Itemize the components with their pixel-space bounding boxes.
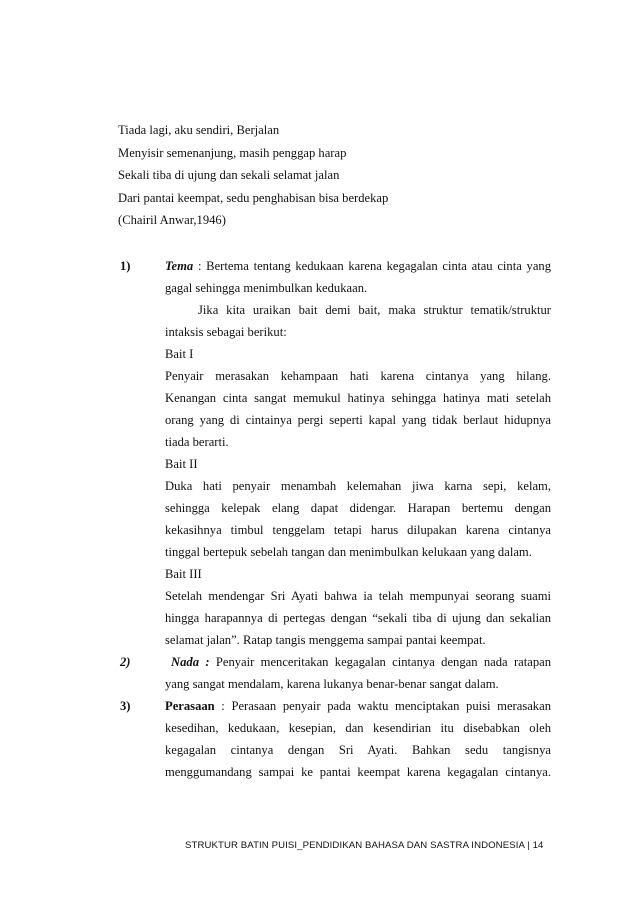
- item-line: tinggal bertepuk sebelah tangan dan menimbulkan kelukaan yang dalam.: [165, 545, 532, 559]
- item-term: Perasaan: [165, 699, 215, 713]
- item-line: kesedihan, kedukaan, kesepian, dan kesendirian itu disebabkan oleh: [165, 721, 551, 735]
- item-line: Bait II: [165, 457, 198, 471]
- item-line: gagal sehingga menimbulkan kedukaan.: [165, 281, 368, 295]
- item-text: : Perasaan penyair pada waktu menciptakan puisi merasakan: [214, 699, 551, 713]
- item-line: orang yang di cintainya pergi seperti kapal yang tidak berlaut hidupnya: [165, 413, 551, 427]
- item-line: kekasihnya timbul tenggelam tetapi harus dilupakan karena cintanya: [165, 523, 551, 537]
- item-line: Penyair merasakan kehampaan hati karena cintanya yang hilang.: [165, 369, 551, 383]
- item-number: 2): [120, 655, 131, 669]
- item-first-line: [171, 654, 551, 670]
- item-number: 1): [120, 259, 131, 273]
- item-first-line: [165, 258, 551, 274]
- item-text: Penyair menceritakan kegagalan cintanya dengan nada ratapan: [209, 655, 552, 669]
- item-line: hingga harapannya di pertegas dengan “sekali tiba di ujung dan sekalian: [165, 611, 551, 625]
- item-term: Nada :: [171, 655, 210, 669]
- poem-attribution: (Chairil Anwar,1946): [118, 213, 226, 227]
- item-line: tiada berarti.: [165, 435, 229, 449]
- item-line: Kenangan cinta sangat memukul hatinya sehingga hatinya mati setelah: [165, 391, 551, 405]
- item-line: Jika kita uraikan bait demi bait, maka struktur tematik/struktur: [198, 303, 551, 317]
- item-line: yang sangat mendalam, karena lukanya benar-benar sangat dalam.: [165, 677, 499, 691]
- poem-line: Sekali tiba di ujung dan sekali selamat jalan: [118, 168, 340, 182]
- item-line: sehingga kelepak elang dapat didengar. Harapan bertemu dengan: [165, 501, 551, 515]
- item-line: Bait III: [165, 567, 202, 581]
- item-line: menggumandang sampai ke pantai keempat karena kegagalan cintanya.: [165, 765, 551, 779]
- item-line: Setelah mendengar Sri Ayati bahwa ia telah mempunyai seorang suami: [165, 589, 551, 603]
- poem-line: Dari pantai keempat, sedu penghabisan bisa berdekap: [118, 191, 389, 205]
- item-first-line: [165, 698, 551, 714]
- item-line: selamat jalan”. Ratap tangis menggema sampai pantai keempat.: [165, 633, 486, 647]
- item-line: kegagalan cintanya dengan Sri Ayati. Bahkan sedu tangisnya: [165, 743, 551, 757]
- poem-line: Menyisir semenanjung, masih penggap harap: [118, 146, 347, 160]
- item-line: Duka hati penyair menambah kelemahan jiwa karna sepi, kelam,: [165, 479, 551, 493]
- item-line: intaksis sebagai berikut:: [165, 325, 287, 339]
- item-number: 3): [120, 699, 131, 713]
- page-footer: STRUKTUR BATIN PUISI_PENDIDIKAN BAHASA DAN SASTRA INDONESIA | 14: [185, 840, 544, 851]
- poem-line: Tiada lagi, aku sendiri, Berjalan: [118, 123, 280, 137]
- item-line: Bait I: [165, 347, 194, 361]
- item-term: Tema: [165, 259, 194, 273]
- item-text: : Bertema tentang kedukaan karena kegagalan cinta atau cinta yang: [193, 259, 551, 273]
